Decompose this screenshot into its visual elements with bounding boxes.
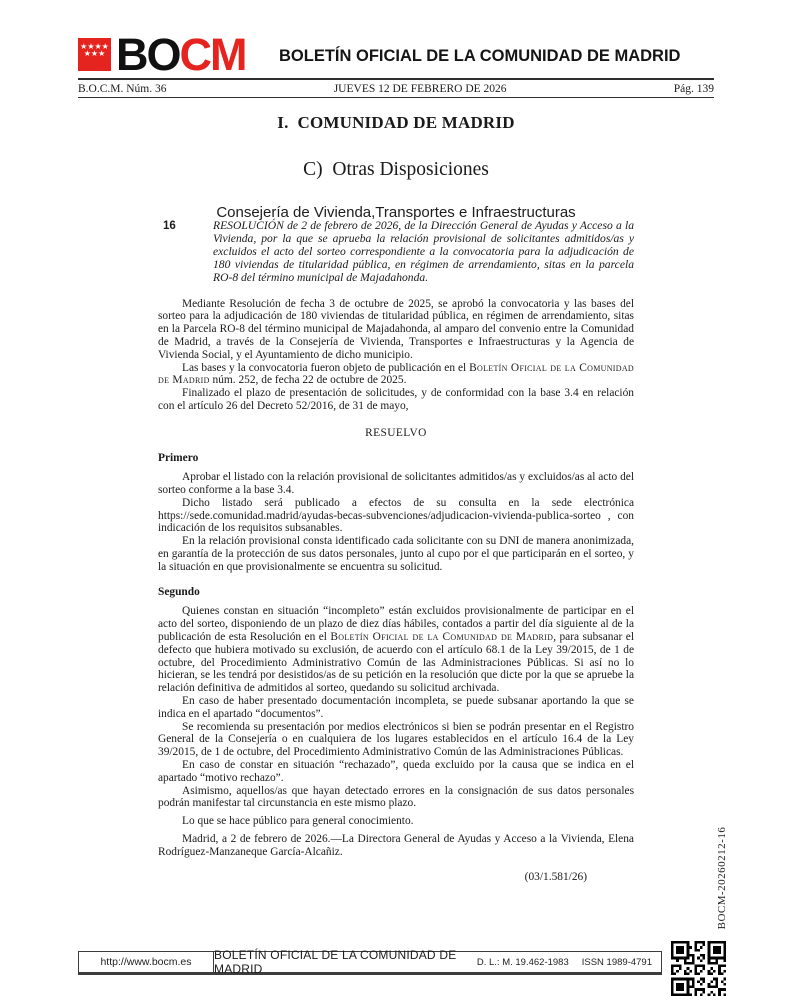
issue-number: B.O.C.M. Núm. 36 (78, 82, 167, 95)
subsection-title: C) Otras Disposiciones (303, 159, 489, 180)
smallcaps-text: Boletín Oficial de la Comunidad de Madrid (158, 361, 634, 387)
header-top-row (78, 29, 714, 80)
reference-number: (03/1.581/26) (524, 870, 587, 883)
logo-bo: BO (116, 29, 180, 80)
page-header (78, 29, 714, 98)
page-footer (78, 948, 662, 976)
header-meta-row (78, 80, 714, 98)
item-number: 16 (163, 220, 176, 232)
issue-date: JUEVES 12 DE FEBRERO DE 2026 (333, 82, 507, 95)
resolution-summary: RESOLUCIÓN de 2 de febrero de 2026, de la Dirección General de Ayudas y Acceso a la Vivienda, por la que se aprueba la relación provisional de solicitantes admitidos/as y excluidos el acto del sorteo correspondiente a la convocatoria para la adjudicación de 180 viviendas de titularidad pública, en régimen de arrendamiento, sitas en la parcela RO-8 del término municipal de Majadahonda. (213, 219, 634, 284)
paragraph: Las bases y la convocatoria fueron objeto de publicación en el Boletín Oficial de la Comunidad de Madrid núm. 252, de fecha 22 de octubre de 2025. (158, 361, 634, 387)
issn: ISSN 1989-4791 (581, 956, 652, 968)
flag-stars-row-bottom: ★★★ (83, 49, 106, 58)
bocm-logo (78, 29, 246, 80)
bulletin-title: BOLETÍN OFICIAL DE LA COMUNIDAD DE MADRID (278, 47, 681, 65)
paragraph: Lo que se hace público para general conocimiento. (182, 815, 414, 828)
footer-bulletin-title: BOLETÍN OFICIAL DE LA COMUNIDAD DE MADRID (214, 948, 457, 976)
paragraph: En caso de haber presentado documentación incompleta, se puede subsanar aportando la que se indica en el apartado “documentos”. (158, 695, 634, 720)
paragraph: Quienes constan en situación “incompleto” están excluidos provisionalmente de participar en el acto del sorteo, disponiendo de un plazo de diez días hábiles, contados a partir del día siguiente al de la publicación de esta Resolución en el Boletín Oficial de la Comunidad de Madrid, para subsanar el defecto que hubiera motivado su exclusión, de acuerdo con el artículo 68.1 de la Ley 39/2015, de 1 de octubre, del Procedimiento Administrativo Común de las Administraciones Públicas. Si así no lo hicieran, se les tendrá por desistidos/as de su petición en la resolución que dicte por la que se apruebe la relación definitiva de admitidos al sorteo, quedando su solicitud archivada. (158, 605, 634, 695)
madrid-flag-icon (78, 38, 111, 71)
paragraph: Aprobar el listado con la relación provisional de solicitantes admitidos/as y excluidos/as al acto del sorteo conforme a la base 3.4. (158, 471, 634, 497)
footer-legal (477, 952, 661, 972)
paragraph: Mediante Resolución de fecha 3 de octubre de 2025, se aprobó la convocatoria y las bases del sorteo para la adjudicación de 180 viviendas de titularidad pública, en régimen de arrendamiento, sitas en la Parcela RO-8 del término municipal de Majadahonda, al amparo del convenio entre la Comunidad de Madrid, a través de la Consejería de Vivienda, Transportes e Infraestructuras y la Agencia de Vivienda Social, y el Ayuntamiento de dicho municipio. (158, 297, 634, 361)
paragraph: Dicho listado será publicado a efectos de su consulta en la sede electrónica https://sede.comunidad.madrid/ayudas-becas-subvenciones/adjudicacion-vivienda-publica-sorteo , con indicación de los requisitos subsanables. (158, 496, 634, 535)
qr-code (671, 941, 726, 996)
page-number: Pág. 139 (673, 82, 714, 95)
paragraph: En la relación provisional consta identificado cada solicitante con su DNI de manera anonimizada, en garantía de la protección de sus datos personales, junto al cupo por el que participarán en el sorteo, y la situación en que provisionalmente se encuentra su solicitud. (158, 535, 634, 573)
resuelvo-heading: RESUELVO (365, 426, 427, 439)
paragraph: En caso de constar en situación “rechazado”, queda excluido por la causa que se indica en el apartado “motivo rechazo”. (158, 759, 634, 784)
flag-stars-row-top: ★★★★ (80, 42, 109, 51)
paragraph: Asimismo, aquellos/as que hayan detectado errores en la consignación de sus datos personales podrán manifestar tal circunstancia en este mismo plazo. (158, 784, 634, 810)
section-heading-segundo: Segundo (158, 585, 200, 598)
paragraph: Finalizado el plazo de presentación de solicitudes, y de conformidad con la base 3.4 en relación con el artículo 26 del Decreto 52/2016, de 31 de mayo, (158, 387, 634, 412)
section-title: I. COMUNIDAD DE MADRID (277, 113, 515, 132)
section-heading-primero: Primero (158, 451, 199, 464)
paragraph: Se recomienda su presentación por medios electrónicos si bien se podrán presentar en el Registro General de la Consejería o en cualquiera de los lugares establecidos en el artículo 16.4 de la Ley 39/2015, de 1 de octubre, del Procedimiento Administrativo Común de las Administraciones Públicas. (158, 720, 634, 759)
resolution-body (158, 298, 634, 884)
footer-url-link[interactable]: http://www.bocm.es (79, 952, 214, 972)
item-header (158, 220, 634, 285)
bocm-logo-text (116, 29, 246, 80)
document-code-vertical: BOCM-20260212-16 (716, 826, 728, 930)
smallcaps-text: Boletín Oficial de la Comunidad de Madrid (330, 631, 554, 644)
deposit-legal: D. L.: M. 19.462-1983 (476, 956, 569, 968)
resolution-article (158, 220, 634, 883)
logo-cm: CM (179, 29, 246, 80)
paragraph: Madrid, a 2 de febrero de 2026.—La Directora General de Ayudas y Acceso a la Vivienda, Elena Rodríguez-Manzaneque García-Alcañiz. (158, 833, 634, 858)
department-title: Consejería de Vivienda,Transportes e Infraestructuras (216, 204, 576, 221)
